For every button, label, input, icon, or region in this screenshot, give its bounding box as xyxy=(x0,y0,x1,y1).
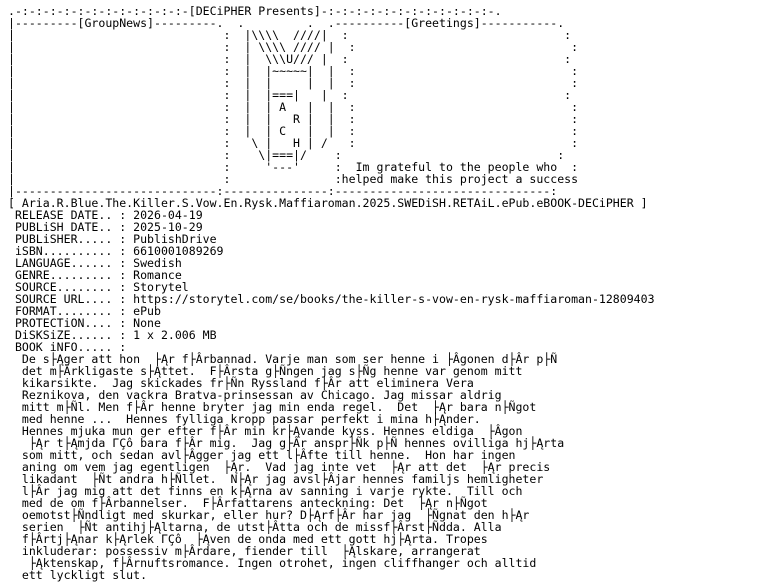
nfo-line: Hennes mjuka mun ger efter f├Âr min kr├Ąvande kyss. Hennes eldiga ├Âgon xyxy=(8,424,523,438)
nfo-line: |---------[GroupNews]---------. . . .----------[Greetings]-----------. xyxy=(8,16,565,30)
nfo-line: serien ├Ñt antihj├Ąltarna, de utst├Âtta och de missf├Ârst├Ñdda. Alla xyxy=(8,520,502,534)
nfo-line: med de om f├Ârbannelser. F├Ârfattarens anteckning: Det ├Ąr n├Ñgot xyxy=(8,496,488,510)
nfo-line: RELEASE DATE.. : 2026-04-19 xyxy=(8,208,203,222)
nfo-line: som mitt, och sedan avl├Âgger jag ett l├Âfte till henne. Hon har ingen xyxy=(8,448,516,462)
nfo-line: ett lyckligt slut. xyxy=(8,568,148,582)
nfo-line: aning om vem jag egentligen ├Ąr. Vad jag inte vet ├Ąr att det ├Ąr precis xyxy=(8,460,551,474)
nfo-line: ├Ąr t├Ąmjda ΓÇô bara f├Âr mig. Jag g├Âr anspr├Ñk p├Ñ hennes ovilliga hj├Ąrta xyxy=(8,436,565,450)
nfo-line: | : | | A | | : : xyxy=(8,100,579,114)
nfo-line: likadant ├Ñt andra h├Ñllet. N├Ąr jag avsl├Âjar hennes familjs hemligheter xyxy=(8,472,544,486)
nfo-line: GENRE......... : Romance xyxy=(8,268,182,282)
nfo-line: PROTECTiON.... : None xyxy=(8,316,161,330)
nfo-line: det m├Ârkligaste s├Ąttet. F├Ârsta g├Ñngen jag s├Ñg henne var genom mitt xyxy=(8,364,523,378)
nfo-line: | : |\\\\ ////| : : xyxy=(8,28,572,42)
nfo-line: | : | |~~~~~| | : : xyxy=(8,64,579,78)
nfo-line: l├Âr jag mig att det finns en k├Ąrna av sanning i varje rykte. Till och xyxy=(8,484,523,498)
nfo-line: FORMAT........ : ePub xyxy=(8,304,161,318)
nfo-line: | : | \\\\ //// | : : xyxy=(8,40,579,54)
nfo-line: Reznikova, den vackra Bratva-prinsessan av Chicago. Jag missar aldrig xyxy=(8,388,502,402)
nfo-line: SOURCE........ : Storytel xyxy=(8,280,189,294)
nfo-line: | : | | R | | : : xyxy=(8,112,579,126)
nfo-line: inkluderar: possessiv m├Ârdare, fiender till ├Ąlskare, arrangerat xyxy=(8,544,481,558)
nfo-line: DiSKSiZE...... : 1 x 2.006 MB xyxy=(8,328,217,342)
nfo-line: f├Ârtj├Ąnar k├Ąrlek ΓÇô ├Ąven de onda med ett gott hj├Ąrta. Tropes xyxy=(8,532,488,546)
nfo-line: | : | |===| | : : xyxy=(8,88,572,102)
nfo-line: [ Aria.R.Blue.The.Killer.S.Vow.En.Rysk.Maffiaroman.2025.SWEDiSH.RETAiL.ePub.eBOOK-DECiPHER ] xyxy=(8,196,648,210)
nfo-line: SOURCE URL.... : https://storytel.com/se/books/the-killer-s-vow-en-rysk-maffiaroman-12809403 xyxy=(8,292,655,306)
nfo-line: kikarsikte. Jag skickades fr├Ñn Ryssland f├Âr att eliminera Vera xyxy=(8,376,474,390)
nfo-line: LANGUAGE...... : Swedish xyxy=(8,256,182,270)
nfo-line: PUBLiSH DATE.. : 2025-10-29 xyxy=(8,220,203,234)
nfo-document-body xyxy=(8,5,655,581)
nfo-line: | : | \\\U/// | : : xyxy=(8,52,572,66)
nfo-line: | : \ | H | / : : xyxy=(8,136,579,150)
nfo-line: | : :helped make this project a success xyxy=(8,172,579,186)
nfo-line: | : \|===|/ : : xyxy=(8,148,565,162)
nfo-line: | : | | C | | : : xyxy=(8,124,579,138)
nfo-line: | : '---' : Im grateful to the people who : xyxy=(8,160,579,174)
nfo-line: iSBN.......... : 6610001089269 xyxy=(8,244,224,258)
nfo-line: | : | | | | : : xyxy=(8,76,579,90)
nfo-line: .-:-:-:-:-:-:-:-:-:-:-:-:-[DECiPHER Presents]-:-:-:-:-:-:-:-:-:-:-:-:-. xyxy=(8,4,502,18)
nfo-line: mitt m├Ñl. Men f├Âr henne bryter jag min enda regel. Det ├Ąr bara n├Ñgot xyxy=(8,400,537,414)
nfo-line: ├Ąktenskap, f├Ârnuftsromance. Ingen otrohet, ingen cliffhanger och alltid xyxy=(8,556,537,570)
nfo-line: BOOK iNFO..... : xyxy=(8,340,127,354)
nfo-line: PUBLiSHER..... : PublishDrive xyxy=(8,232,217,246)
nfo-line: oemotst├Ñndligt med skurkar, eller hur? D├Ąrf├Âr har jag ├Ñgnat den h├Ąr xyxy=(8,508,530,522)
nfo-line: De s├Ąger att hon ├Ąr f├Ârbannad. Varje man som ser henne i ├Âgonen d├Âr p├Ñ xyxy=(8,352,558,366)
nfo-line: med henne ... Hennes fylliga kropp passar perfekt i mina h├Ąnder. xyxy=(8,412,481,426)
nfo-line: |-----------------------------:---------------:-------------------------------: xyxy=(8,184,558,198)
